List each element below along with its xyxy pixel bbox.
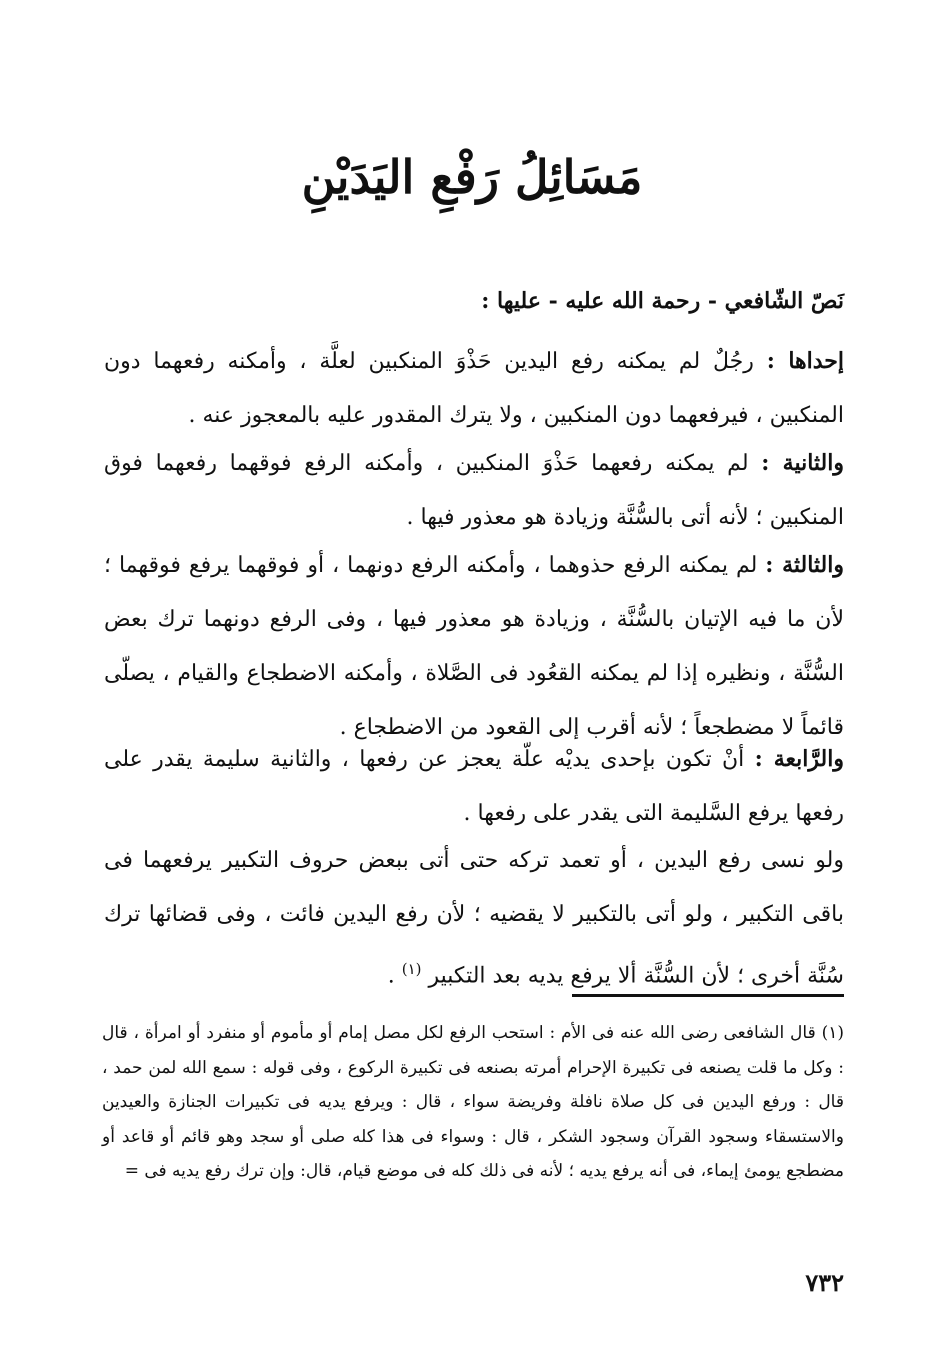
paragraph-fourth	[104, 732, 844, 841]
paragraph-text: لم يمكنه الرفع حذوهما ، وأمكنه الرفع دونهما ، أو فوقهما يرفع فوقهما ؛ لأن ما فيه الإتيان بالسُّنَّة ، وزيادة هو معذور فيها ، وفى الرفع دونهما ترك بعض السُّنَّة ، ونظيره إذا لم يمكنه القعُود فى الصَّلاة ، وأمكنه الاضطجاع والقيام ، يصلّى قائماً لا مضطجعاً ؛ لأنه أقرب إلى القعود من الاضطجاع .	[104, 553, 844, 740]
paragraph-lead: والثالثة :	[765, 552, 844, 578]
paragraph-text: رجُلٌ لم يمكنه رفع اليدين حَذْوَ المنكبين لعلَّة ، وأمكنه رفعهما دون المنكبين ، فيرفعهما دون المنكبين ، ولا يترك المقدور عليه بالمعجوز عنه .	[104, 349, 844, 428]
paragraph-end: .	[387, 963, 402, 989]
paragraph-lead: إحداها :	[766, 348, 844, 374]
page-number: ٧٣٢	[805, 1268, 844, 1297]
paragraph-third	[104, 538, 844, 755]
paragraph-second	[104, 436, 844, 545]
footnote-reference[interactable]: (١)	[401, 960, 422, 978]
paragraph-forgetting	[104, 834, 844, 1003]
paragraph-text: ولو نسى رفع اليدين ، أو تعمد تركه حتى أتى ببعض حروف التكبير يرفعهما فى باقى التكبير ، ولو أتى بالتكبير لا يقضيه ؛ لأن رفع اليدين فائت ، وفى قضائها ترك سُنَّة أخرى ؛ لأن السُّنَّة ألا يرفع يديه بعد التكبير	[104, 848, 844, 989]
paragraph-text: أنْ تكون بإحدى يديْه علّة يعجز عن رفعها ، والثانية سليمة يقدر على رفعها يرفع السَّليمة التى يقدر على رفعها .	[104, 747, 844, 826]
paragraph-text: لم يمكنه رفعهما حَذْوَ المنكبين ، وأمكنه الرفع فوقهما رفعهما فوق المنكبين ؛ لأنه أتى بالسُّنَّة وزيادة هو معذور فيها .	[104, 451, 844, 530]
footnote-text: (١) قال الشافعى رضى الله عنه فى الأم : استحب الرفع لكل مصل إمام أو مأموم أو منفرد أو امرأة ، قال : وكل ما قلت يصنعه فى تكبيرة الإحرام أمرته بصنعه فى تكبيرة الركوع ، وفى قوله : سمع الله لمن حمد ، قال : ورفع اليدين فى كل صلاة نافلة وفريضة سواء ، قال : ويرفع يديه فى تكبيرات الجنازة والعيدين والاستسقاء وسجود القرآن وسجود الشكر ، قال : وسواء فى هذا كله صلى أو سجد وهو قائم أو قاعد أو مضطجع يومئ إيماء، فى أنه يرفع يديه ؛ لأنه فى ذلك كله فى موضع قيام، قال: وإن ترك رفع يديه فى =	[102, 1023, 844, 1181]
chapter-title: مَسَائِلُ رَفْعِ اليَدَيْنِ	[301, 150, 643, 204]
paragraph-first	[104, 334, 844, 443]
paragraph-lead: والرَّابعة :	[754, 746, 844, 772]
paragraph-lead: والثانية :	[761, 450, 844, 476]
footnote-separator	[572, 994, 844, 997]
intro-line: نَصّ الشّافعي - رحمة الله عليه - عليها :	[481, 288, 844, 314]
